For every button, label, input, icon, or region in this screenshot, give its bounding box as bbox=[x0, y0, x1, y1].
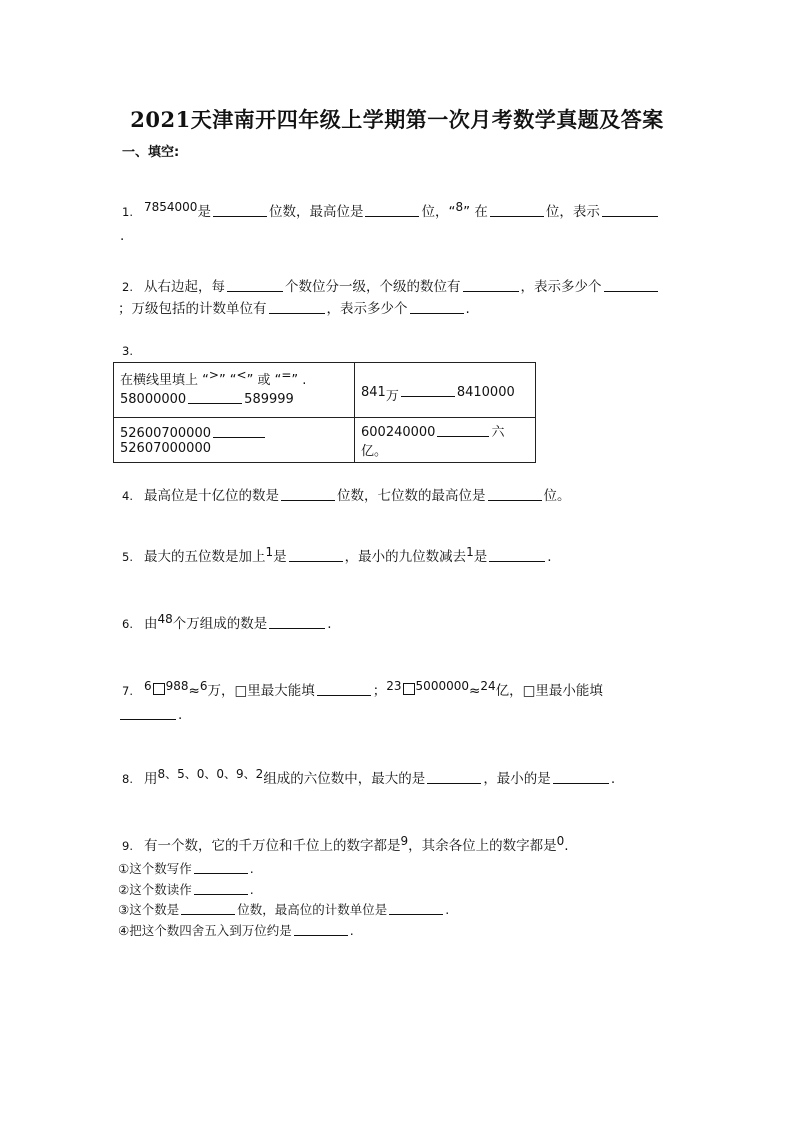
subpart-text: ②这个数读作 bbox=[118, 881, 192, 897]
subpart-text: . bbox=[249, 861, 254, 876]
answer-blank[interactable] bbox=[120, 706, 176, 720]
answer-blank[interactable] bbox=[213, 203, 267, 217]
answer-blank[interactable] bbox=[181, 901, 235, 915]
answer-blank[interactable] bbox=[401, 383, 455, 397]
q1-value: 7854000 bbox=[144, 200, 198, 214]
subpart-text: ④把这个数四舍五入到万位约是 bbox=[118, 922, 292, 938]
compare-right-value: 589999 bbox=[244, 392, 294, 407]
q7-number: 24 bbox=[480, 679, 496, 693]
question-number: 9. bbox=[122, 839, 133, 853]
question-1 bbox=[122, 200, 660, 220]
q6-text: 个万组成的数是 bbox=[172, 616, 268, 632]
q1-text: ” 在 bbox=[463, 204, 488, 220]
q1-text: 位数，最高位是 bbox=[268, 204, 364, 220]
answer-blank[interactable] bbox=[489, 548, 545, 562]
comparison-cell bbox=[114, 418, 355, 463]
subpart-text: ③这个数是 bbox=[118, 902, 180, 917]
q2-text: 个数位分一级，个级的数位有 bbox=[285, 279, 461, 295]
answer-blank[interactable] bbox=[269, 615, 325, 629]
q1-text: 是 bbox=[197, 204, 211, 220]
q7-number: 23 bbox=[386, 679, 402, 693]
question-9 bbox=[122, 834, 569, 854]
subpart-3 bbox=[118, 900, 449, 921]
question-3-number bbox=[122, 343, 144, 359]
compare-right-value: 六亿。 bbox=[361, 425, 505, 459]
approx-symbol: ≈ bbox=[188, 683, 200, 699]
question-number: 3. bbox=[122, 344, 133, 358]
answer-blank[interactable] bbox=[194, 881, 248, 895]
answer-blank[interactable] bbox=[289, 548, 343, 562]
q5-text: . bbox=[547, 549, 552, 565]
section-heading: 一、填空: bbox=[122, 145, 180, 160]
q9-number: 9 bbox=[400, 834, 409, 848]
q2-text: . bbox=[465, 301, 470, 317]
q7-text: 万，□里最大能填 bbox=[207, 683, 315, 699]
answer-blank[interactable] bbox=[490, 203, 544, 217]
less-symbol: < bbox=[236, 368, 247, 382]
answer-blank[interactable] bbox=[427, 770, 481, 784]
q2-text: ，表示多少个 bbox=[520, 279, 602, 295]
answer-blank[interactable] bbox=[389, 901, 443, 915]
compare-right-value: 8410000 bbox=[456, 384, 515, 400]
compare-left-value: 58000000 bbox=[120, 392, 187, 407]
comparison-cell bbox=[355, 363, 536, 418]
answer-blank[interactable] bbox=[269, 300, 325, 314]
q7-text: 亿，□里最小能填 bbox=[495, 683, 603, 699]
answer-blank[interactable] bbox=[553, 770, 609, 784]
q2-text: 从右边起，每 bbox=[144, 279, 225, 295]
answer-blank[interactable] bbox=[602, 203, 658, 217]
compare-left-value: 841 bbox=[361, 384, 386, 400]
answer-blank[interactable] bbox=[294, 922, 348, 936]
instruction-text: ” . bbox=[291, 373, 307, 388]
answer-blank[interactable] bbox=[488, 487, 542, 501]
q8-text: . bbox=[610, 771, 616, 787]
q2-text: ；万级包括的计数单位有 bbox=[118, 301, 267, 317]
answer-blank[interactable] bbox=[194, 860, 248, 874]
q5-number: 1 bbox=[265, 545, 274, 559]
q7-number: 6 bbox=[199, 679, 208, 693]
instruction-text: ” 或 “ bbox=[246, 373, 282, 388]
q9-text: ，其余各位上的数字都是 bbox=[408, 838, 557, 854]
q5-text: 最大的五位数是加上 bbox=[144, 549, 266, 565]
q8-text: 组成的六位数中，最大的是 bbox=[263, 771, 426, 787]
answer-blank[interactable] bbox=[365, 203, 419, 217]
q4-text: 最高位是十亿位的数是 bbox=[144, 488, 279, 504]
answer-blank[interactable] bbox=[410, 300, 464, 314]
question-6 bbox=[122, 612, 332, 632]
q4-text: 位。 bbox=[543, 488, 571, 504]
subpart-text: . bbox=[445, 902, 450, 917]
q9-text: . bbox=[564, 838, 569, 854]
compare-left-value: 600240000 bbox=[361, 425, 436, 440]
box-icon bbox=[153, 683, 165, 695]
answer-blank[interactable] bbox=[281, 487, 335, 501]
q5-text: 是 bbox=[273, 549, 287, 565]
question-8 bbox=[122, 767, 615, 787]
approx-symbol: ≈ bbox=[469, 683, 481, 699]
subpart-text: 位数，最高位的计数单位是 bbox=[237, 902, 388, 917]
question-7-line-2 bbox=[118, 706, 182, 723]
instruction-text: 在横线里填上 “ bbox=[120, 373, 209, 388]
q5-text: ，最小的九位数减去 bbox=[344, 549, 467, 565]
q4-text: 位数，七位数的最高位是 bbox=[337, 488, 486, 504]
question-number: 6. bbox=[122, 617, 133, 631]
answer-blank[interactable] bbox=[227, 278, 283, 292]
comparison-cell bbox=[114, 363, 355, 418]
answer-blank[interactable] bbox=[317, 682, 371, 696]
answer-blank[interactable] bbox=[437, 423, 489, 437]
subpart-2 bbox=[118, 880, 449, 901]
comparison-cell bbox=[355, 418, 536, 463]
question-number: 4. bbox=[122, 489, 133, 503]
question-number: 8. bbox=[122, 772, 133, 786]
q6-text: 由 bbox=[144, 616, 158, 632]
q1-text: 位，表示 bbox=[545, 204, 600, 220]
subpart-text: . bbox=[349, 922, 354, 938]
q6-text: . bbox=[327, 616, 332, 632]
q7-text: ； bbox=[372, 683, 387, 699]
answer-blank[interactable] bbox=[213, 424, 265, 438]
answer-blank[interactable] bbox=[604, 278, 658, 292]
q1-end-dot: . bbox=[120, 228, 125, 244]
question-7 bbox=[122, 679, 603, 699]
answer-blank[interactable] bbox=[188, 390, 242, 404]
q8-text: 用 bbox=[144, 771, 158, 787]
subpart-1 bbox=[118, 859, 449, 880]
q8-digits: 8、5、0、0、9、2 bbox=[157, 767, 264, 781]
q7-number: 6 bbox=[144, 679, 152, 693]
question-number: 7. bbox=[122, 684, 133, 698]
q1-digit: 8 bbox=[455, 200, 464, 214]
compare-right-value: 52607000000 bbox=[120, 441, 211, 456]
question-number: 1. bbox=[122, 205, 133, 219]
instruction-text: ” “ bbox=[218, 373, 237, 388]
equal-symbol: = bbox=[281, 368, 292, 382]
subpart-text: . bbox=[249, 881, 254, 897]
compare-left-value: 52600700000 bbox=[120, 426, 211, 441]
question-number: 2. bbox=[122, 280, 133, 294]
q5-text: 是 bbox=[473, 549, 488, 565]
q6-number: 48 bbox=[157, 612, 173, 626]
subpart-text: ①这个数写作 bbox=[118, 861, 192, 876]
q7-number: 5000000 bbox=[415, 679, 469, 693]
greater-symbol: > bbox=[208, 368, 219, 382]
question-2-line-2 bbox=[118, 297, 470, 317]
question-number: 5. bbox=[122, 550, 133, 564]
page-title: 2021天津南开四年级上学期第一次月考数学真题及答案 bbox=[130, 107, 664, 132]
question-9-subparts bbox=[118, 859, 449, 941]
q9-number: 0 bbox=[556, 834, 565, 848]
answer-blank[interactable] bbox=[463, 278, 519, 292]
comparison-table bbox=[113, 362, 536, 463]
compare-unit: 万 bbox=[385, 388, 399, 404]
q7-number: 988 bbox=[165, 679, 189, 693]
q9-text: 有一个数，它的千万位和千位上的数字都是 bbox=[144, 838, 401, 854]
q2-text: ，表示多少个 bbox=[326, 301, 408, 317]
subpart-4 bbox=[118, 921, 449, 942]
q7-text: . bbox=[178, 707, 183, 723]
q1-text: 位，“ bbox=[421, 204, 456, 220]
q5-number: 1 bbox=[466, 545, 474, 559]
question-5 bbox=[122, 545, 552, 565]
question-2 bbox=[122, 275, 660, 295]
box-icon bbox=[403, 683, 415, 695]
q8-text: ，最小的是 bbox=[483, 771, 551, 787]
question-4 bbox=[122, 484, 571, 504]
